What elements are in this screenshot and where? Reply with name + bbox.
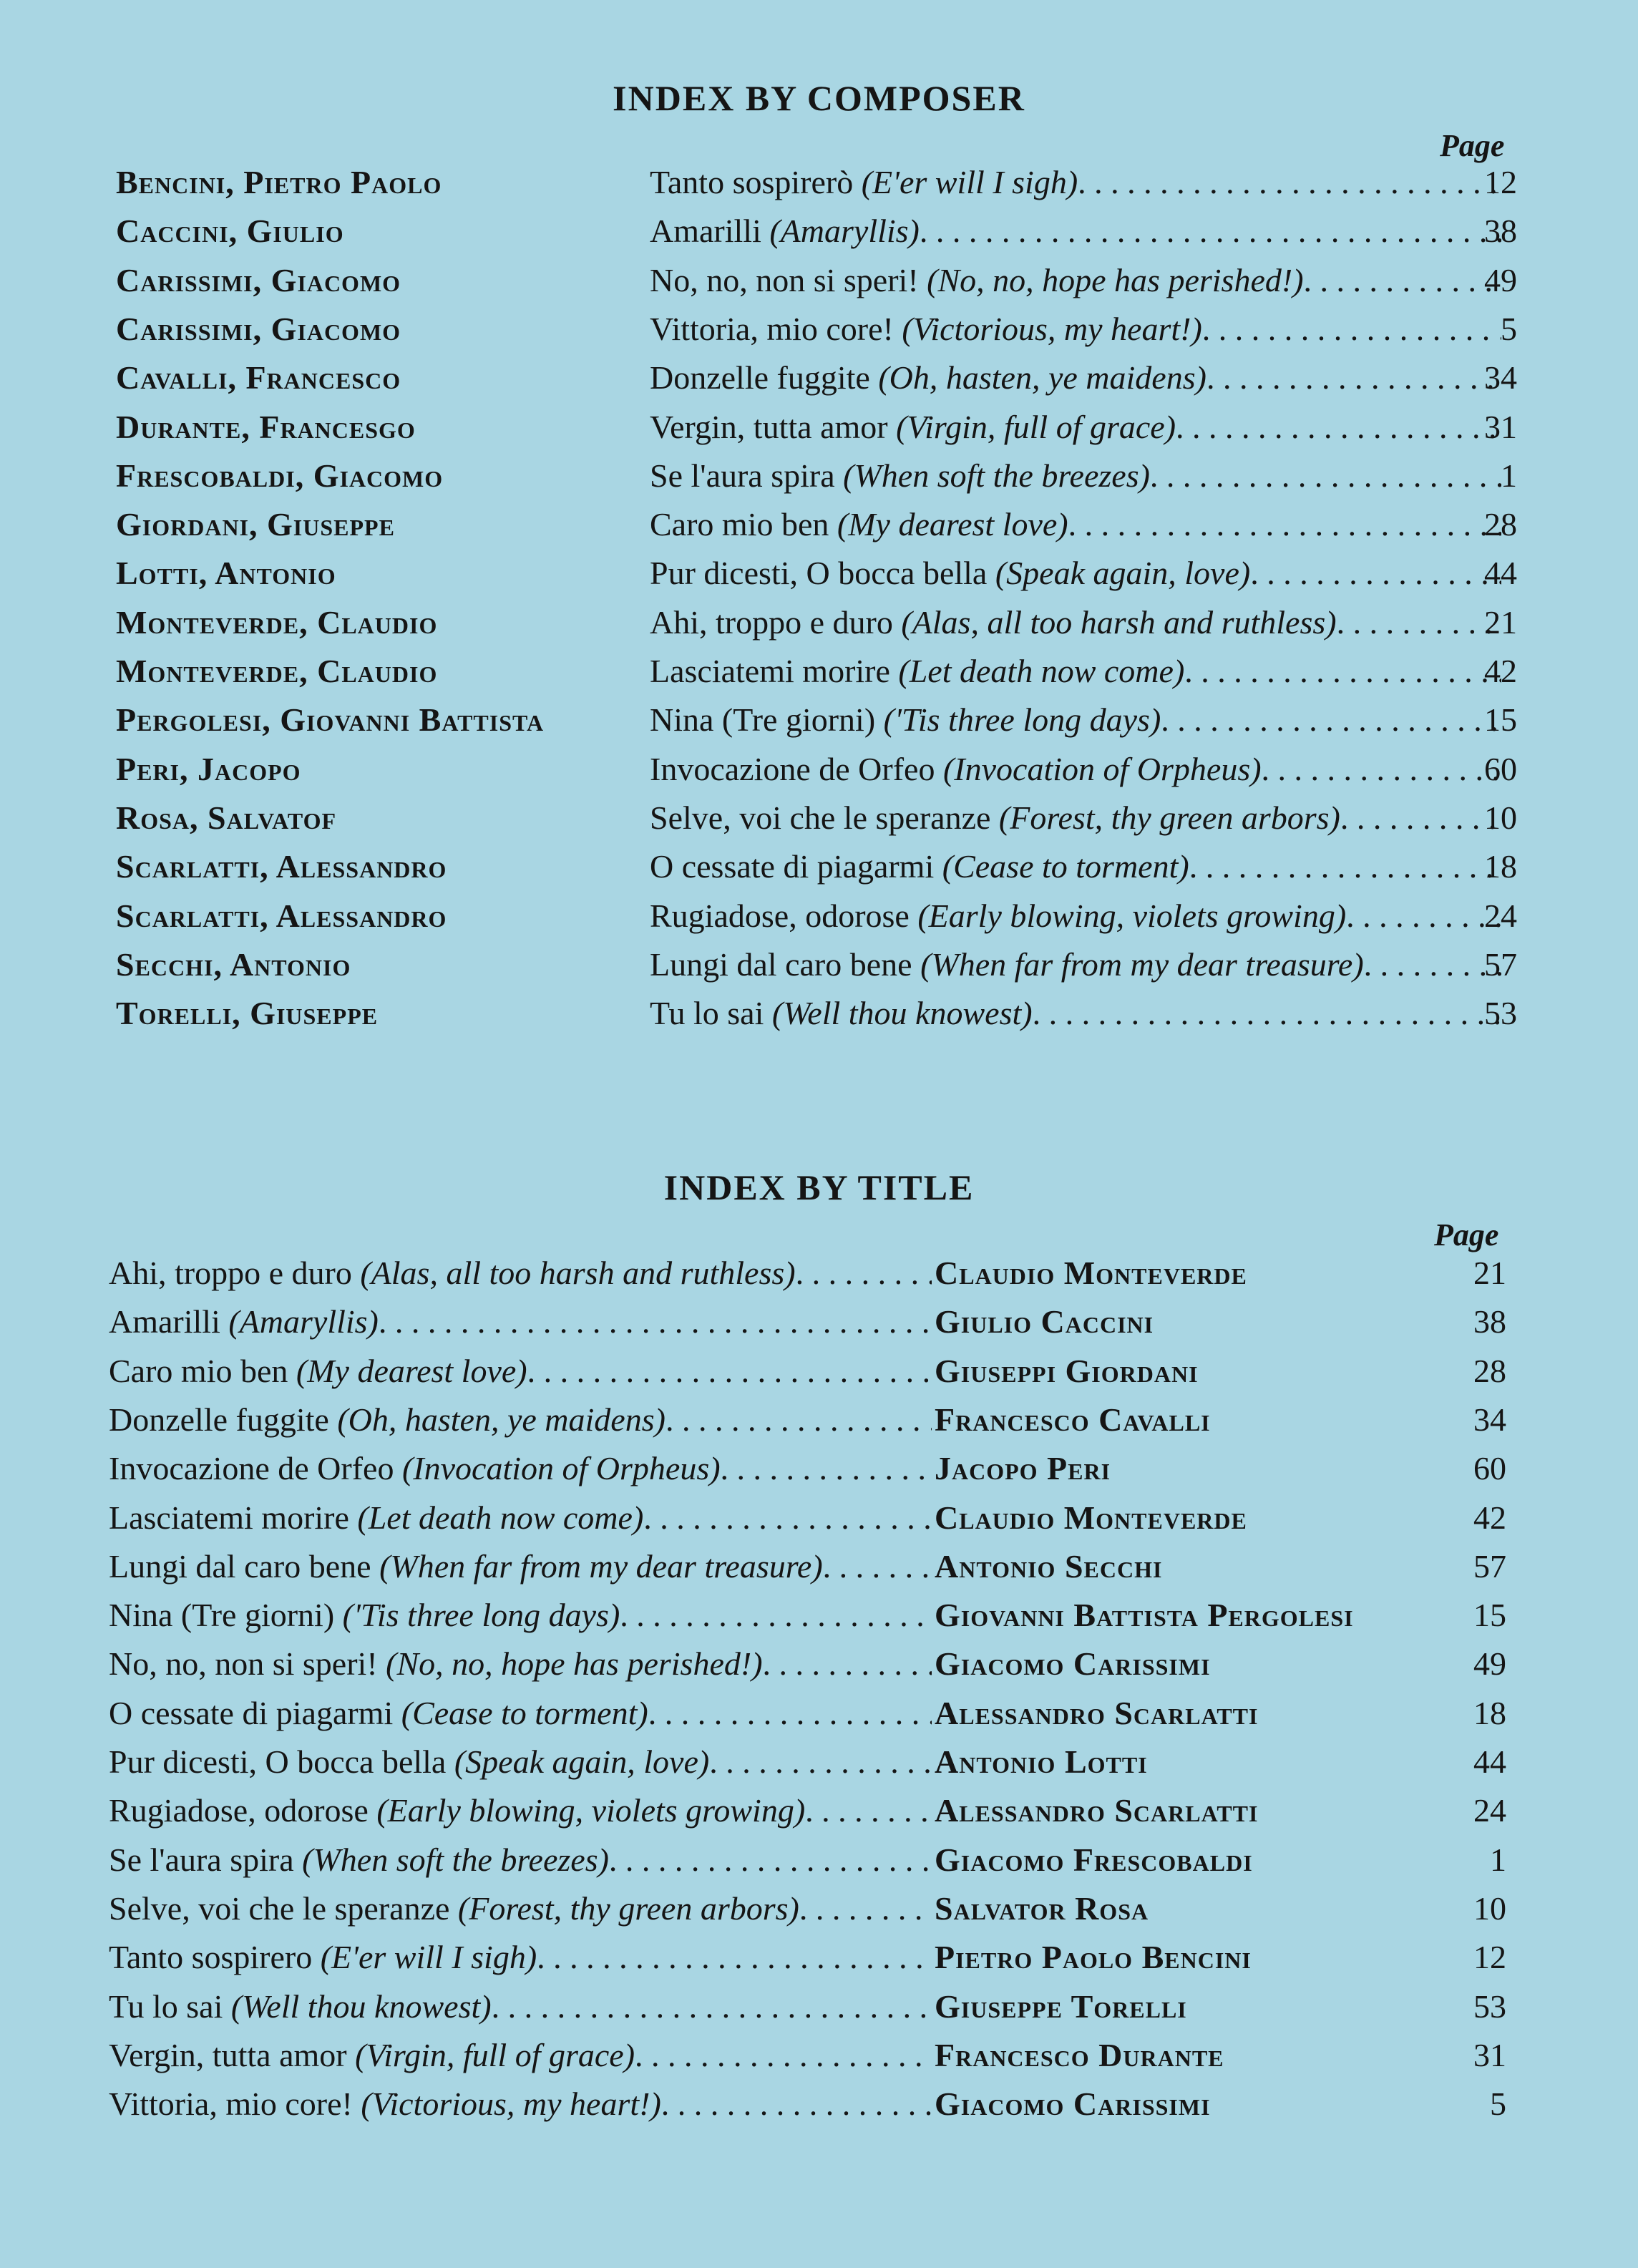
song-title-entry — [650, 897, 1501, 935]
song-translation: (Alas, all too harsh and ruthless) — [360, 1255, 796, 1291]
composer-name: Claudio Monteverde — [935, 1499, 1247, 1536]
song-title: Lungi dal caro bene — [650, 945, 912, 983]
song-title: Nina (Tre giorni) — [109, 1597, 335, 1634]
song-title-entry — [109, 1791, 932, 1829]
song-title-entry — [109, 1547, 932, 1585]
spacer — [329, 1401, 338, 1439]
page-number: 60 — [1473, 1450, 1506, 1487]
song-title-entry — [650, 505, 1501, 543]
spacer — [446, 1743, 454, 1781]
page-number: 31 — [1473, 2036, 1506, 2073]
dot-leader — [1068, 505, 1501, 543]
spacer — [449, 1889, 458, 1927]
composer-name: Giulio Caccini — [935, 1303, 1154, 1340]
song-translation: (My dearest love) — [837, 506, 1068, 543]
spacer — [347, 2036, 356, 2074]
song-title-entry — [109, 1645, 932, 1683]
page-number: 21 — [1473, 1255, 1506, 1291]
spacer — [829, 505, 837, 543]
song-title-entry — [650, 310, 1501, 348]
page-number: 15 — [1484, 701, 1517, 739]
composer-name: Rosa, Salvatof — [116, 799, 337, 836]
dot-leader — [721, 1449, 932, 1487]
song-translation: (When soft the breezes) — [302, 1841, 609, 1878]
spacer — [853, 163, 862, 201]
song-translation: (Speak again, love) — [995, 555, 1251, 592]
composer-name: Carissimi, Giacomo — [116, 261, 401, 298]
composer-name: Francesco Cavalli — [935, 1401, 1211, 1438]
composer-name: Pietro Paolo Bencini — [935, 1939, 1252, 1976]
song-translation: (E'er will I sigh) — [320, 1939, 537, 1976]
spacer — [393, 1694, 401, 1732]
spacer — [220, 1303, 229, 1340]
song-title-entry — [109, 1499, 932, 1537]
composer-name: Giovanni Battista Pergolesi — [935, 1597, 1354, 1634]
song-title: Pur dicesti, O bocca bella — [109, 1743, 447, 1780]
title-index-page-label: Page — [1434, 1217, 1499, 1252]
song-translation: (Invocation of Orpheus) — [942, 750, 1262, 787]
song-title: Tanto sospirero — [109, 1939, 313, 1976]
song-translation: (When soft the breezes) — [843, 457, 1150, 494]
spacer — [893, 603, 902, 641]
song-title: Amarilli — [109, 1303, 220, 1340]
song-title: Caro mio ben — [109, 1352, 288, 1389]
spacer — [288, 1352, 296, 1390]
song-title-entry — [109, 1254, 932, 1292]
composer-name: Bencini, Pietro Paolo — [116, 164, 442, 200]
song-title-entry — [650, 799, 1501, 837]
page-number: 28 — [1484, 506, 1517, 543]
page-number: 34 — [1473, 1401, 1506, 1438]
page-number: 44 — [1484, 555, 1517, 592]
song-title-entry — [650, 603, 1501, 641]
song-title-entry — [650, 457, 1501, 495]
song-title-entry — [650, 261, 1501, 299]
song-title-entry — [109, 2085, 932, 2123]
spacer — [761, 212, 770, 250]
song-translation: (Cease to torment) — [942, 848, 1189, 885]
song-title-entry — [109, 1694, 932, 1732]
page-number: 38 — [1484, 213, 1517, 250]
dot-leader — [648, 1694, 932, 1732]
song-translation: ('Tis three long days) — [342, 1597, 620, 1634]
song-translation: (Early blowing, violets growing) — [376, 1792, 806, 1829]
page-number: 31 — [1484, 408, 1517, 445]
song-translation: (Invocation of Orpheus) — [401, 1450, 721, 1487]
page-number: 28 — [1473, 1352, 1506, 1389]
page-number: 5 — [1490, 2086, 1506, 2123]
composer-name: Peri, Jacopo — [116, 750, 301, 787]
composer-name: Giacomo Frescobaldi — [935, 1841, 1253, 1878]
song-title: Ahi, troppo e duro — [109, 1255, 352, 1291]
composer-name: Giacomo Carissimi — [935, 1645, 1211, 1683]
song-title-entry — [109, 1987, 932, 2025]
composer-name: Carissimi, Giacomo — [116, 310, 401, 347]
song-title: Caro mio ben — [650, 506, 829, 543]
dot-leader — [666, 1401, 932, 1439]
song-title: Rugiadose, odorose — [650, 897, 910, 934]
page-number: 60 — [1484, 750, 1517, 787]
song-title-entry — [650, 652, 1501, 690]
song-title: Invocazione de Orfeo — [650, 750, 935, 787]
composer-name: Jacopo Peri — [935, 1450, 1111, 1487]
spacer — [223, 1987, 231, 2025]
song-title-entry — [109, 1841, 932, 1879]
song-title-entry — [109, 1401, 932, 1439]
spacer — [870, 359, 879, 396]
page-number: 12 — [1473, 1939, 1506, 1976]
composer-name: Monteverde, Claudio — [116, 653, 438, 689]
spacer — [888, 408, 897, 446]
dot-leader — [763, 1645, 932, 1683]
song-title: Lungi dal caro bene — [109, 1547, 371, 1585]
composer-name: Giordani, Giuseppe — [116, 506, 395, 543]
dot-leader — [492, 1987, 932, 2025]
spacer — [835, 457, 844, 495]
spacer — [990, 799, 999, 837]
song-title: Vergin, tutta amor — [109, 2036, 347, 2073]
composer-name: Lotti, Antonio — [116, 555, 336, 592]
composer-name: Caccini, Giulio — [116, 213, 344, 250]
song-title: No, no, non si speri! — [650, 261, 919, 298]
song-title: Selve, voi che le speranze — [109, 1889, 450, 1927]
spacer — [294, 1841, 303, 1879]
composer-name: Frescobaldi, Giacomo — [116, 457, 444, 494]
song-translation: (Forest, thy green arbors) — [457, 1889, 799, 1927]
spacer — [890, 652, 899, 690]
dot-leader — [643, 1499, 932, 1537]
page-number: 24 — [1484, 897, 1517, 934]
song-title-entry — [109, 1303, 932, 1340]
song-title-entry — [650, 750, 1501, 788]
composer-name: Scarlatti, Alessandro — [116, 897, 447, 934]
song-title: Lasciatemi morire — [109, 1499, 349, 1536]
page-number: 53 — [1484, 995, 1517, 1032]
composer-name: Antonio Lotti — [935, 1743, 1148, 1780]
page-number: 10 — [1484, 799, 1517, 836]
song-title: No, no, non si speri! — [109, 1645, 378, 1683]
song-translation: ('Tis three long days) — [883, 701, 1161, 739]
dot-leader — [920, 212, 1501, 250]
song-title-entry — [650, 163, 1501, 201]
page-number: 15 — [1473, 1597, 1506, 1634]
page-number: 10 — [1473, 1889, 1506, 1927]
song-title: Amarilli — [650, 213, 761, 250]
song-translation: (Virgin, full of grace) — [355, 2036, 635, 2073]
song-title: Tu lo sai — [109, 1987, 223, 2025]
composer-name: Francesco Durante — [935, 2036, 1224, 2073]
dot-leader — [661, 2085, 932, 2123]
song-title-entry — [650, 554, 1501, 592]
song-title-entry — [109, 1596, 932, 1634]
song-title-entry — [109, 1449, 932, 1487]
song-translation: (Oh, hasten, ye maidens) — [878, 359, 1206, 396]
spacer — [919, 261, 927, 299]
song-title: Donzelle fuggite — [109, 1401, 329, 1438]
song-translation: (When far from my dear treasure) — [920, 945, 1364, 983]
spacer — [894, 310, 902, 348]
page-number: 18 — [1473, 1694, 1506, 1731]
song-translation: (Victorious, my heart!) — [902, 310, 1202, 347]
song-title-entry — [109, 1889, 932, 1927]
song-title: Vittoria, mio core! — [109, 2086, 353, 2123]
spacer — [934, 847, 942, 885]
song-translation: (No, no, hope has perished!) — [386, 1645, 763, 1683]
page-number: 18 — [1484, 848, 1517, 885]
song-title: Se l'aura spira — [109, 1841, 294, 1878]
song-title: Ahi, troppo e duro — [650, 603, 893, 641]
spacer — [312, 1938, 321, 1976]
page-number: 1 — [1501, 457, 1517, 494]
page-number: 24 — [1473, 1792, 1506, 1829]
song-title-entry — [650, 408, 1501, 446]
song-title-entry — [650, 994, 1501, 1032]
composer-name: Giuseppi Giordani — [935, 1352, 1199, 1389]
composer-name: Cavalli, Francesco — [116, 359, 401, 396]
composer-name: Claudio Monteverde — [935, 1255, 1247, 1291]
dot-leader — [799, 1889, 932, 1927]
spacer — [987, 554, 995, 592]
composer-name: Torelli, Giuseppe — [116, 995, 379, 1032]
spacer — [371, 1547, 380, 1585]
song-title-entry — [650, 847, 1501, 885]
song-title: O cessate di piagarmi — [109, 1694, 394, 1731]
page-number: 12 — [1484, 164, 1517, 200]
page-number: 38 — [1473, 1303, 1506, 1340]
page-number: 57 — [1473, 1547, 1506, 1585]
spacer — [353, 2085, 361, 2123]
composer-name: Antonio Secchi — [935, 1547, 1163, 1585]
dot-leader — [709, 1743, 932, 1781]
page-number: 5 — [1501, 310, 1517, 347]
song-title-entry — [650, 701, 1501, 739]
dot-leader — [527, 1352, 932, 1390]
composer-index-page-label: Page — [1440, 128, 1505, 163]
song-title: Rugiadose, odorose — [109, 1792, 369, 1829]
song-title-entry — [109, 2036, 932, 2074]
song-title-entry — [109, 1938, 932, 1976]
spacer — [875, 701, 884, 739]
song-translation: (Forest, thy green arbors) — [998, 799, 1340, 836]
page-number: 42 — [1484, 653, 1517, 689]
dot-leader — [796, 1254, 932, 1292]
spacer — [764, 994, 772, 1032]
song-title: Vittoria, mio core! — [650, 310, 894, 347]
dot-leader — [823, 1547, 932, 1585]
song-translation: (Cease to torment) — [401, 1694, 648, 1731]
song-title-entry — [109, 1352, 932, 1390]
spacer — [349, 1499, 358, 1537]
song-title: Donzelle fuggite — [650, 359, 870, 396]
page-number: 44 — [1473, 1743, 1506, 1780]
song-translation: (Amaryllis) — [228, 1303, 379, 1340]
page-number: 34 — [1484, 359, 1517, 396]
song-title: Tanto sospirerò — [650, 164, 854, 200]
song-translation: (Let death now come) — [357, 1499, 644, 1536]
song-translation: (No, no, hope has perished!) — [927, 261, 1304, 298]
spacer — [935, 750, 943, 788]
song-title-entry — [650, 359, 1501, 396]
song-title: Pur dicesti, O bocca bella — [650, 555, 988, 592]
song-translation: (Victorious, my heart!) — [361, 2086, 661, 2123]
page-number: 49 — [1473, 1645, 1506, 1683]
composer-name: Monteverde, Claudio — [116, 603, 438, 641]
song-translation: (Well thou knowest) — [230, 1987, 492, 2025]
page-number: 42 — [1473, 1499, 1506, 1536]
page-number: 21 — [1484, 603, 1517, 641]
spacer — [910, 897, 918, 935]
composer-name: Salvator Rosa — [935, 1889, 1149, 1927]
dot-leader — [805, 1791, 932, 1829]
song-title: Selve, voi che le speranze — [650, 799, 991, 836]
spacer — [334, 1596, 343, 1634]
page-number: 53 — [1473, 1987, 1506, 2025]
song-title-entry — [650, 945, 1501, 983]
composer-name: Secchi, Antonio — [116, 945, 351, 983]
song-translation: (E'er will I sigh) — [861, 164, 1078, 200]
song-translation: (Well thou knowest) — [771, 995, 1033, 1032]
spacer — [378, 1645, 386, 1683]
title-index-heading: INDEX BY TITLE — [663, 1167, 975, 1207]
song-translation: (Speak again, love) — [454, 1743, 710, 1780]
song-translation: (Alas, all too harsh and ruthless) — [901, 603, 1337, 641]
composer-name: Durante, Francesgo — [116, 408, 416, 445]
song-translation: (Oh, hasten, ye maidens) — [337, 1401, 666, 1438]
composer-name: Alessandro Scarlatti — [935, 1694, 1259, 1731]
spacer — [352, 1254, 361, 1292]
composer-index-heading: INDEX BY COMPOSER — [613, 78, 1025, 118]
song-title-entry — [650, 212, 1501, 250]
composer-name: Scarlatti, Alessandro — [116, 848, 447, 885]
song-translation: (My dearest love) — [296, 1352, 527, 1389]
spacer — [369, 1791, 377, 1829]
song-title: Se l'aura spira — [650, 457, 835, 494]
song-title: Lasciatemi morire — [650, 653, 890, 689]
song-title: Tu lo sai — [650, 995, 764, 1032]
composer-name: Giuseppe Torelli — [935, 1987, 1187, 2025]
composer-name: Giacomo Carissimi — [935, 2086, 1211, 2123]
composer-name: Alessandro Scarlatti — [935, 1792, 1259, 1829]
song-title: O cessate di piagarmi — [650, 848, 935, 885]
song-translation: (Early blowing, violets growing) — [917, 897, 1347, 934]
song-title: Nina (Tre giorni) — [650, 701, 876, 739]
dot-leader — [635, 2036, 932, 2074]
spacer — [394, 1449, 402, 1487]
song-translation: (Let death now come) — [898, 653, 1185, 689]
composer-name: Pergolesi, Giovanni Battista — [116, 701, 545, 739]
page-number: 57 — [1484, 945, 1517, 983]
song-title: Invocazione de Orfeo — [109, 1450, 394, 1487]
dot-leader — [1033, 994, 1501, 1032]
page-number: 1 — [1490, 1841, 1506, 1878]
dot-leader — [379, 1303, 932, 1340]
page-number: 49 — [1484, 261, 1517, 298]
song-translation: (Virgin, full of grace) — [896, 408, 1176, 445]
dot-leader — [609, 1841, 932, 1879]
dot-leader — [620, 1596, 932, 1634]
song-translation: (When far from my dear treasure) — [379, 1547, 823, 1585]
dot-leader — [537, 1938, 932, 1976]
song-title: Vergin, tutta amor — [650, 408, 888, 445]
song-translation: (Amaryllis) — [769, 213, 920, 250]
spacer — [912, 945, 921, 983]
song-title-entry — [109, 1743, 932, 1781]
